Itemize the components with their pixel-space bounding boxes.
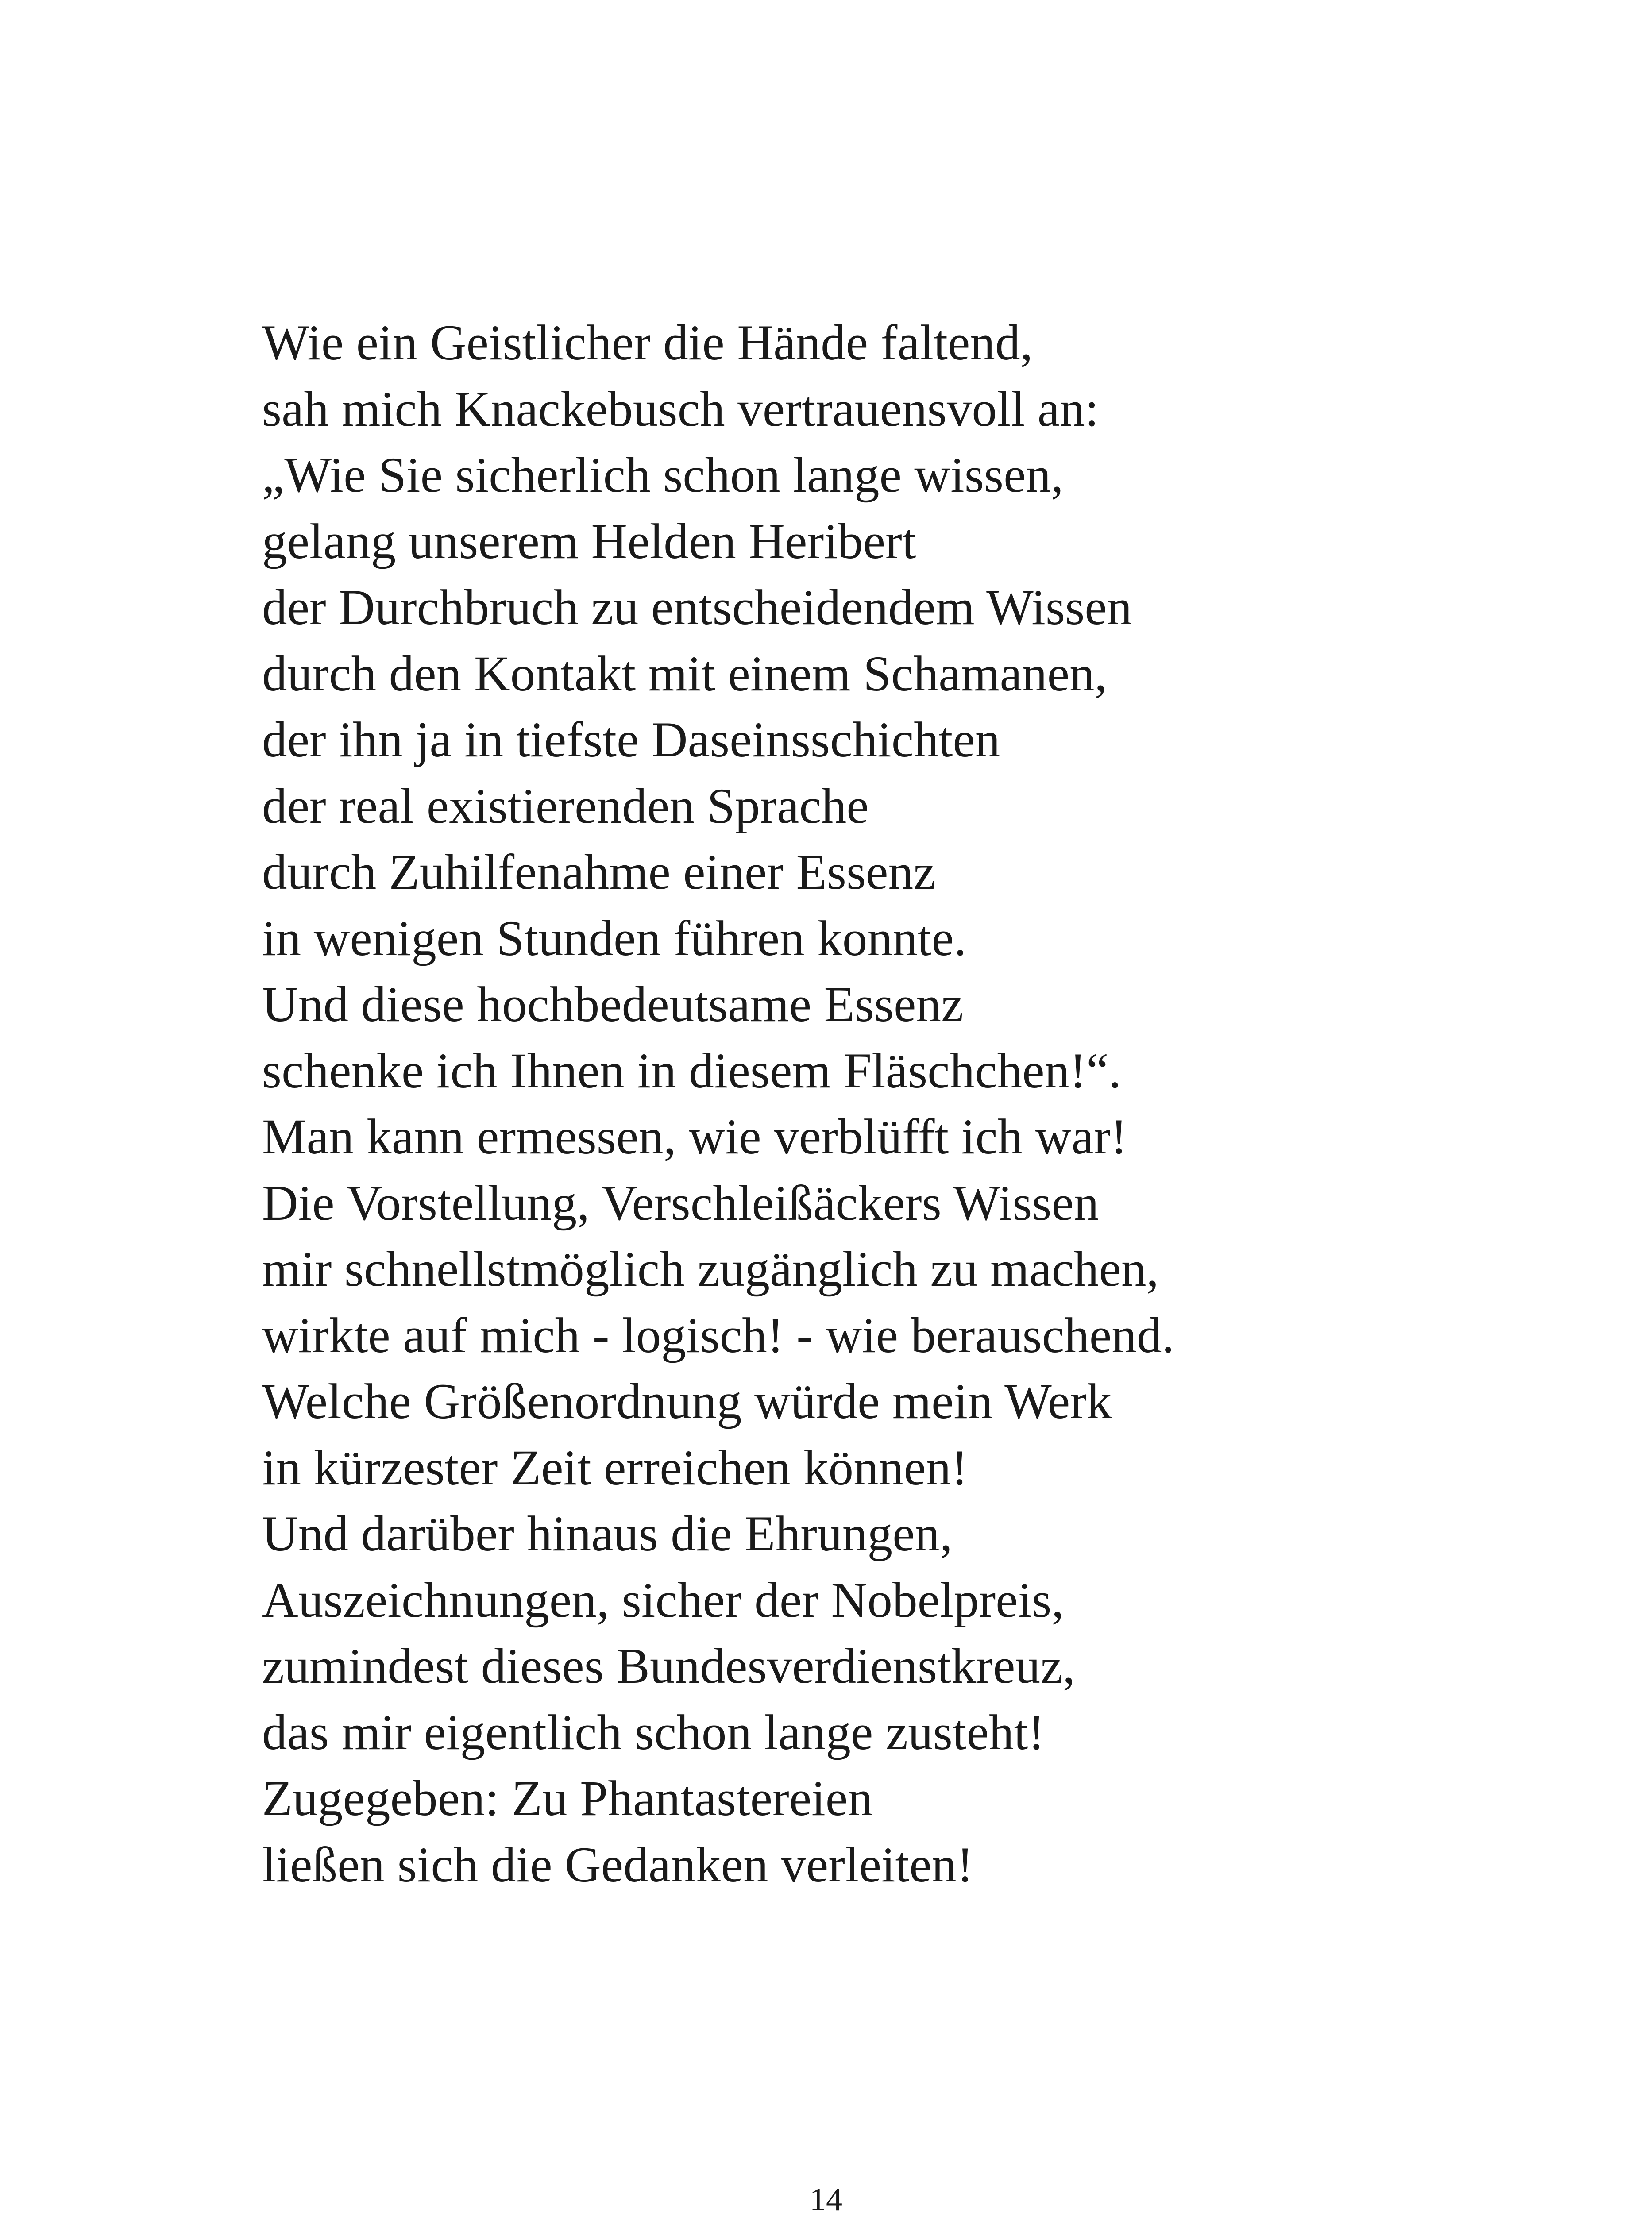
poem-text <box>262 310 1546 1898</box>
poem-line: der ihn ja in tiefste Daseinsschichten <box>262 712 1000 767</box>
poem-line: sah mich Knackebusch vertrauensvoll an: <box>262 381 1099 437</box>
poem-line: wirkte auf mich - logisch! - wie berauschend. <box>262 1307 1175 1363</box>
poem-line: Und diese hochbedeutsame Essenz <box>262 977 964 1032</box>
poem-line: Welche Größenordnung würde mein Werk <box>262 1374 1112 1429</box>
poem-line: Wie ein Geistlicher die Hände faltend, <box>262 315 1033 370</box>
poem-line: in kürzester Zeit erreichen können! <box>262 1440 968 1496</box>
poem-line: der real existierenden Sprache <box>262 778 869 834</box>
poem-line: gelang unserem Helden Heribert <box>262 513 916 569</box>
poem-line: Und darüber hinaus die Ehrungen, <box>262 1506 953 1561</box>
poem-line: „Wie Sie sicherlich schon lange wissen, <box>262 447 1064 503</box>
poem-line: mir schnellstmöglich zugänglich zu machen, <box>262 1241 1159 1297</box>
poem-line: ließen sich die Gedanken verleiten! <box>262 1837 974 1893</box>
poem-line: durch den Kontakt mit einem Schamanen, <box>262 646 1108 702</box>
poem-line: durch Zuhilfenahme einer Essenz <box>262 844 936 900</box>
poem-line: in wenigen Stunden führen konnte. <box>262 910 967 966</box>
poem-line: Die Vorstellung, Verschleißäckers Wissen <box>262 1175 1099 1231</box>
page-number: 14 <box>810 2182 842 2213</box>
poem-line: Zugegeben: Zu Phantastereien <box>262 1771 873 1826</box>
poem-line: der Durchbruch zu entscheidendem Wissen <box>262 580 1132 635</box>
poem-line: Auszeichnungen, sicher der Nobelpreis, <box>262 1572 1064 1628</box>
poem-line: Man kann ermessen, wie verblüfft ich war! <box>262 1109 1127 1164</box>
poem-line: schenke ich Ihnen in diesem Fläschchen!“. <box>262 1043 1122 1099</box>
poem-line: zumindest dieses Bundesverdienstkreuz, <box>262 1639 1076 1694</box>
poem-line: das mir eigentlich schon lange zusteht! <box>262 1704 1045 1760</box>
